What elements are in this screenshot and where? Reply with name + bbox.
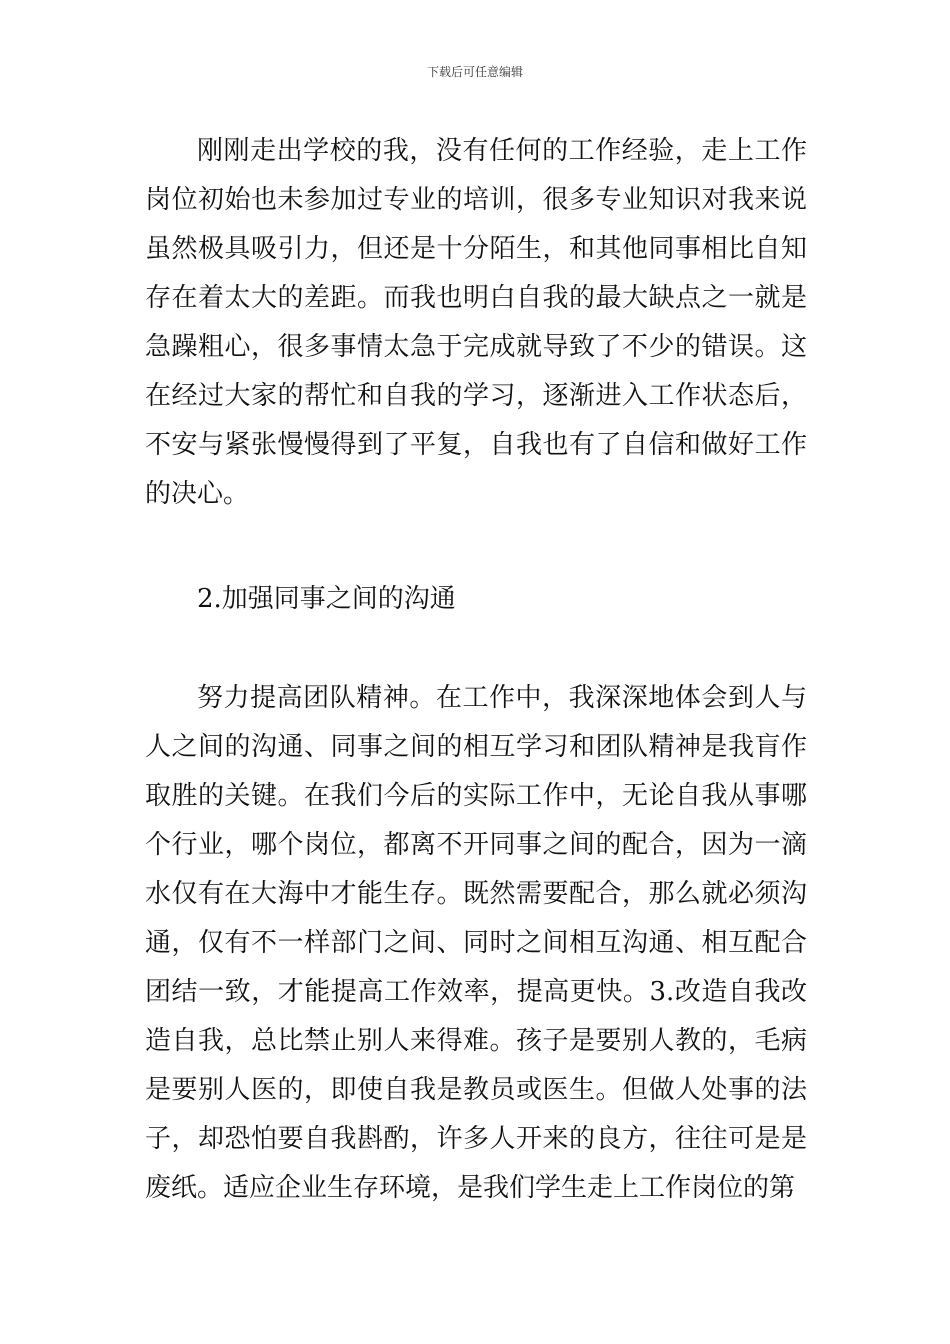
body-paragraph-1: 刚刚走出学校的我，没有任何的工作经验，走上工作岗位初始也未参加过专业的培训，很多专业知识对我来说虽然极具吸引力，但还是十分陌生，和其他同事相比自知存在着太大的差距。而我也明白自我的最大缺点之一就是急躁粗心，很多事情太急于完成就导致了不少的错误。这在经过大家的帮忙和自我的学习，逐渐进入工作状态后，不安与紧张慢慢得到了平复，自我也有了自信和做好工作的决心。: [145, 136, 807, 509]
section-heading: 2.加强同事之间的沟通: [197, 584, 456, 614]
page-header: 下载后可任意编辑: [426, 65, 523, 79]
body-paragraph-2: 努力提高团队精神。在工作中，我深深地体会到人与人之间的沟通、同事之间的相互学习和团队精神是我肓作取胜的关键。在我们今后的实际工作中，无论自我从事哪个行业，哪个岗位，都离不开同事之间的配合，因为一滴水仅有在大海中才能生存。既然需要配合，那么就必须沟通，仅有不一样部门之间、同时之间相互沟通、相互配合团结一致，才能提高工作效率，提高更快。3.改造自我改造自我，总比禁止别人来得难。孩子是要别人教的，毛病是要别人医的，即使自我是教员或医生。但做人处事的法子，却恐怕要自我斟酌，许多人开来的良方，往往可是是废纸。适应企业生存环境，是我们学生走上工作岗位的第: [145, 683, 807, 1203]
